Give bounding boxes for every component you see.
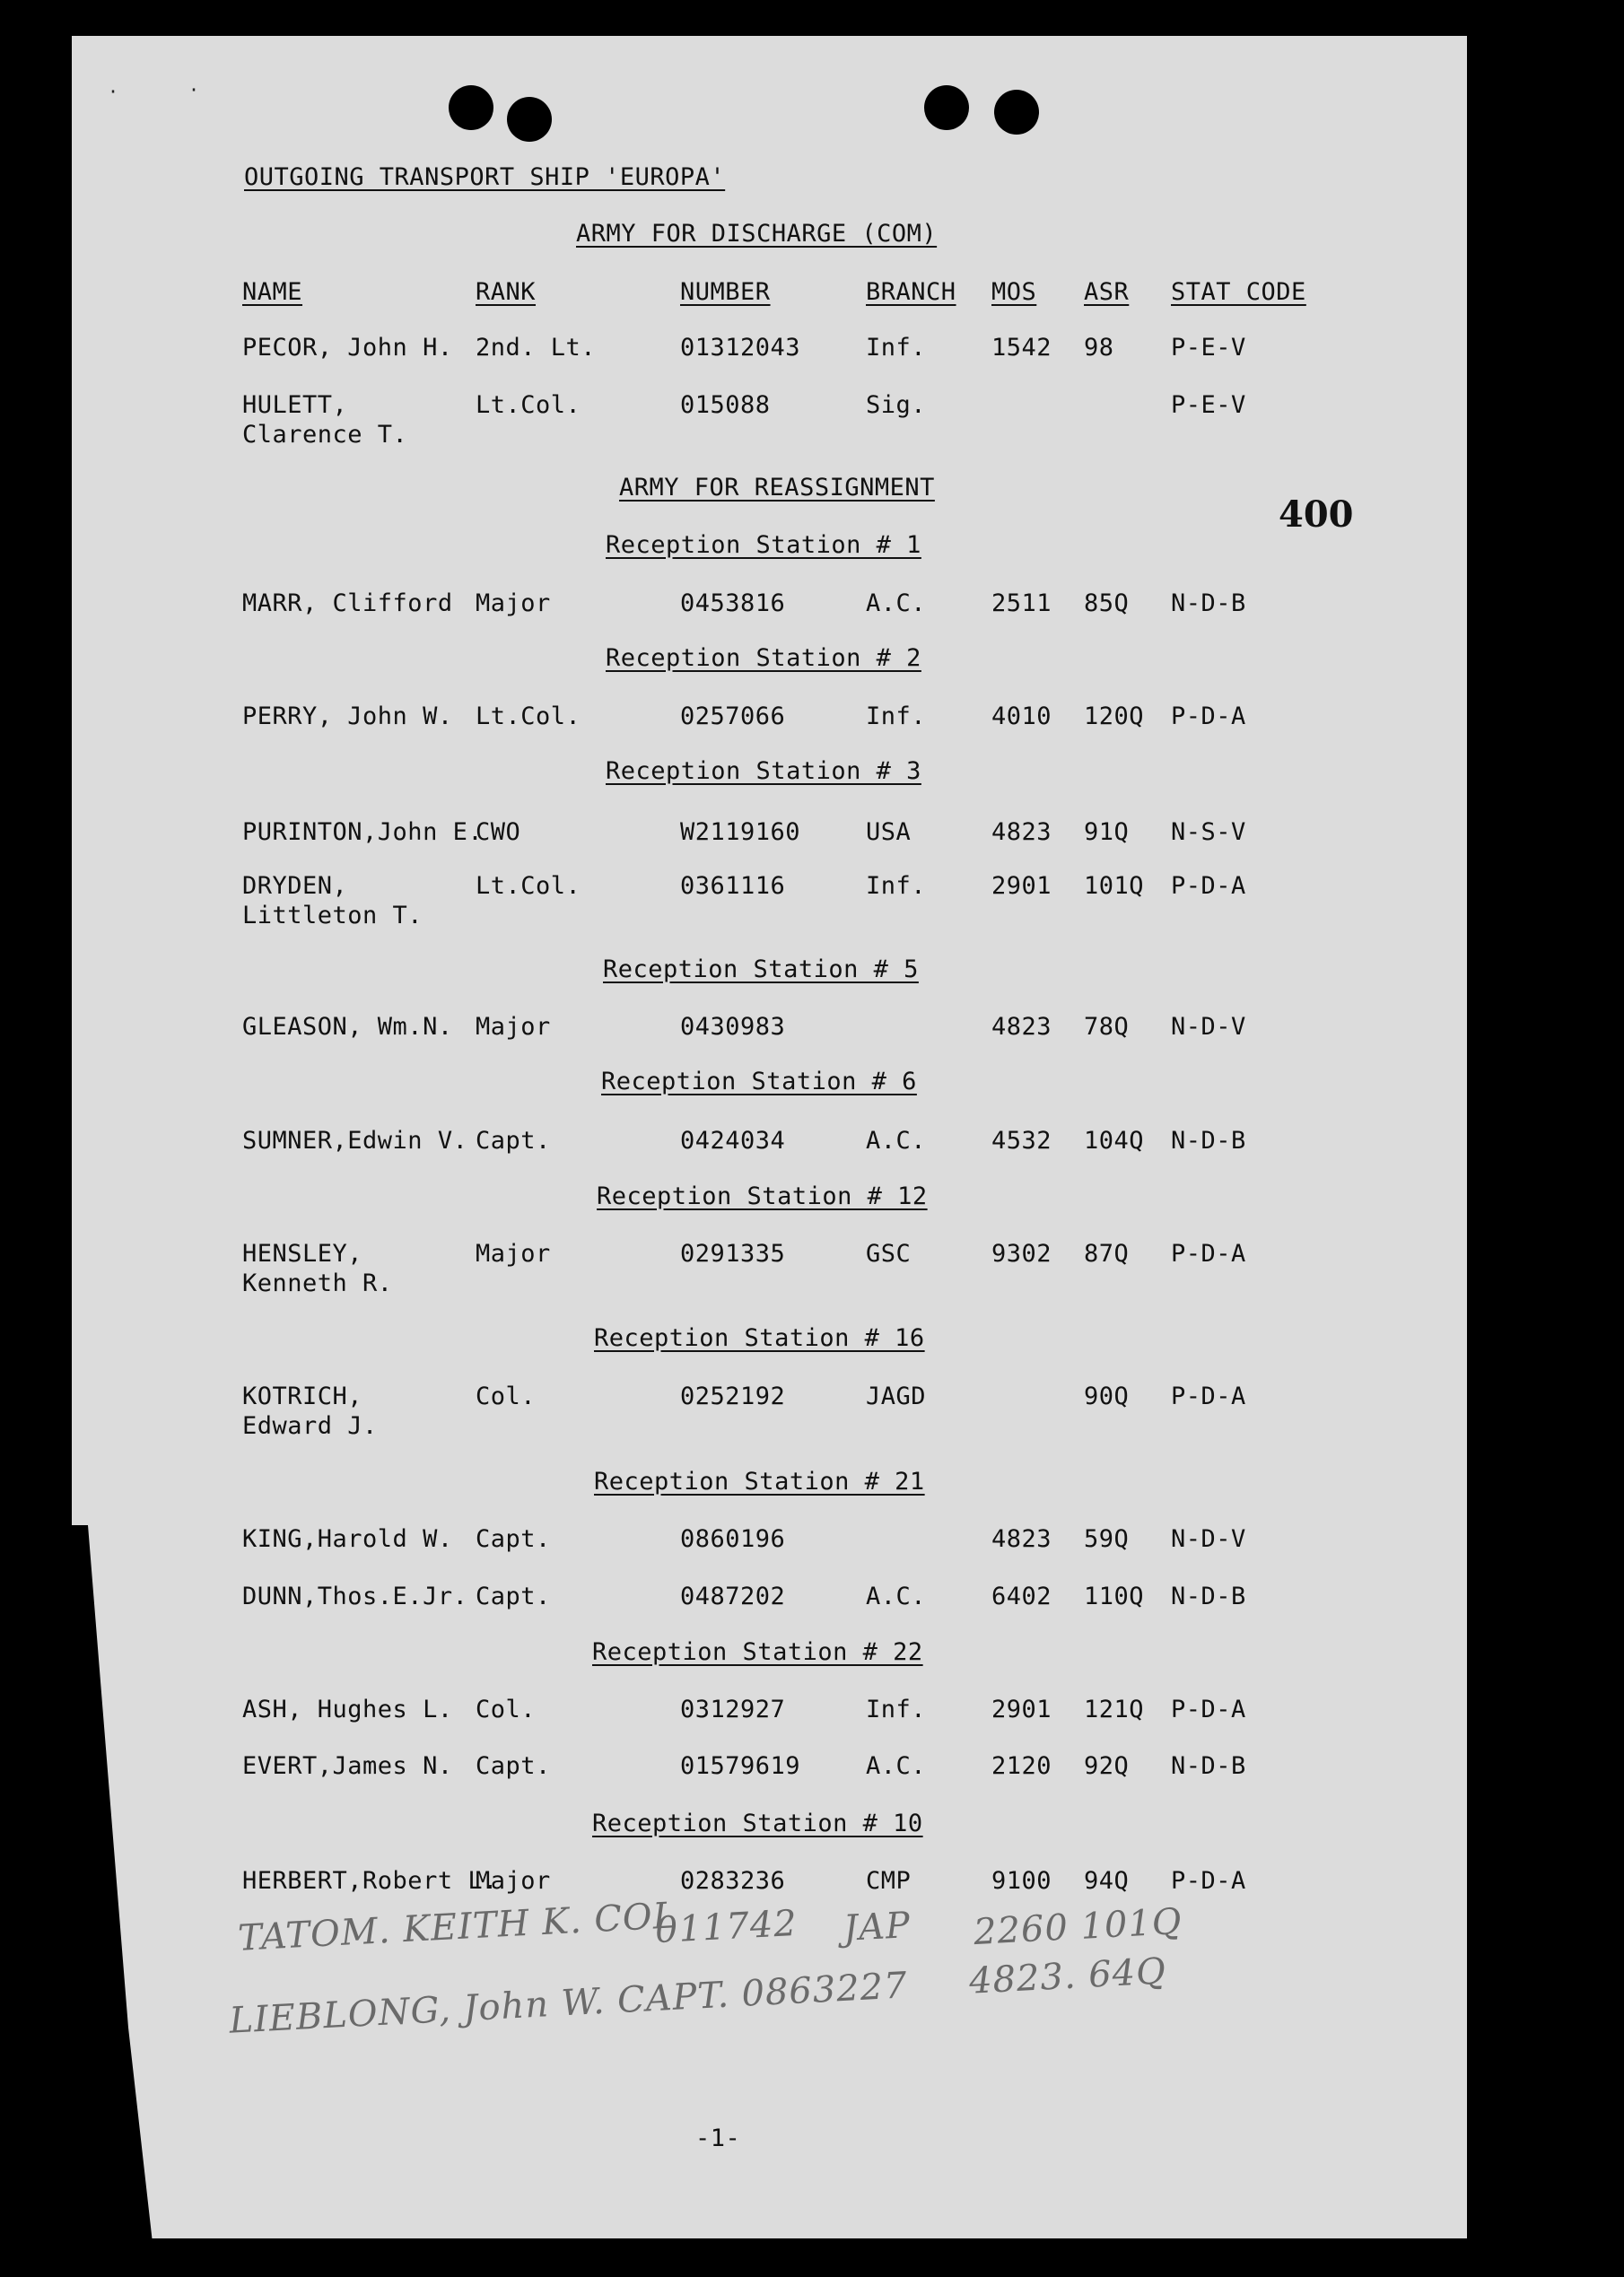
cell-branch: A.C. (866, 1127, 927, 1155)
cell-branch: Inf. (866, 872, 927, 900)
cell-number: 0252192 (680, 1383, 786, 1410)
cell-code: N-S-V (1171, 818, 1246, 846)
header-stat-code: STAT CODE (1171, 278, 1306, 306)
handwritten-number-1: 011742 (653, 1902, 799, 1952)
station-heading: Reception Station # 1 (606, 531, 921, 559)
punch-hole-icon (449, 85, 493, 130)
cell-code: P-D-A (1171, 872, 1246, 900)
header-number: NUMBER (680, 278, 771, 306)
cell-branch: A.C. (866, 589, 927, 617)
cell-mos: 2511 (991, 589, 1052, 617)
speck: · (108, 81, 119, 102)
cell-code: N-D-B (1171, 1752, 1246, 1780)
cell-asr: 59Q (1084, 1525, 1130, 1553)
cell-rank: Capt. (476, 1583, 551, 1610)
cell-code: P-E-V (1171, 334, 1246, 362)
punch-hole-icon (994, 90, 1039, 135)
station-heading: Reception Station # 5 (603, 955, 919, 983)
cell-number: 0312927 (680, 1696, 786, 1723)
station-heading: Reception Station # 10 (592, 1810, 923, 1837)
header-name: NAME (242, 278, 303, 306)
cell-mos: 4010 (991, 702, 1052, 730)
cell-code: P-D-A (1171, 702, 1246, 730)
cell-name: PERRY, John W. (242, 702, 453, 730)
cell-rank: Major (476, 589, 551, 617)
cell-mos: 9302 (991, 1240, 1052, 1268)
station-heading: Reception Station # 21 (594, 1468, 925, 1496)
cell-code: N-D-B (1171, 1583, 1246, 1610)
cell-number: 01579619 (680, 1752, 801, 1780)
station-heading: Reception Station # 2 (606, 644, 921, 672)
cell-branch: Inf. (866, 334, 927, 362)
cell-rank: Col. (476, 1383, 537, 1410)
cell-name: MARR, Clifford (242, 589, 453, 617)
station-heading: Reception Station # 3 (606, 757, 921, 785)
cell-rank: Major (476, 1867, 551, 1895)
punch-hole-icon (924, 85, 969, 130)
cell-asr: 90Q (1084, 1383, 1130, 1410)
page-number: -1- (695, 2124, 741, 2152)
cell-rank: Major (476, 1013, 551, 1041)
page-title: OUTGOING TRANSPORT SHIP 'EUROPA' (244, 163, 726, 191)
cell-mos: 4823 (991, 1013, 1052, 1041)
cell-mos: 4823 (991, 1525, 1052, 1553)
cell-name-cont: Clarence T. (242, 421, 408, 449)
cell-number: W2119160 (680, 818, 801, 846)
cell-rank: Lt.Col. (476, 391, 581, 419)
cell-code: P-D-A (1171, 1240, 1246, 1268)
cell-name-cont: Kenneth R. (242, 1269, 393, 1297)
cell-mos: 2901 (991, 872, 1052, 900)
cell-name: EVERT,James N. (242, 1752, 453, 1780)
cell-code: N-D-V (1171, 1525, 1246, 1553)
cell-branch: Inf. (866, 1696, 927, 1723)
cell-rank: Capt. (476, 1127, 551, 1155)
cell-name: DUNN,Thos.E.Jr. (242, 1583, 468, 1610)
cell-number: 01312043 (680, 334, 801, 362)
cell-branch: USA (866, 818, 912, 846)
cell-name: HULETT, (242, 391, 348, 419)
header-mos: MOS (991, 278, 1037, 306)
cell-asr: 87Q (1084, 1240, 1130, 1268)
cell-asr: 104Q (1084, 1127, 1145, 1155)
cell-code: N-D-B (1171, 1127, 1246, 1155)
station-heading: Reception Station # 6 (601, 1068, 917, 1095)
cell-number: 0453816 (680, 589, 786, 617)
cell-name: PECOR, John H. (242, 334, 453, 362)
handwritten-codes-2: 4823. 64Q (967, 1950, 1167, 2002)
cell-rank: Capt. (476, 1752, 551, 1780)
cell-branch: A.C. (866, 1583, 927, 1610)
cell-branch: Inf. (866, 702, 927, 730)
cell-code: P-D-A (1171, 1867, 1246, 1895)
cell-asr: 121Q (1084, 1696, 1145, 1723)
cell-name-cont: Littleton T. (242, 902, 423, 929)
station-heading: Reception Station # 22 (592, 1638, 923, 1666)
cell-branch: Sig. (866, 391, 927, 419)
punch-hole-icon (507, 97, 552, 142)
cell-code: P-E-V (1171, 391, 1246, 419)
cell-asr: 92Q (1084, 1752, 1130, 1780)
cell-name-cont: Edward J. (242, 1412, 378, 1440)
cell-branch: JAGD (866, 1383, 927, 1410)
section-discharge: ARMY FOR DISCHARGE (COM) (576, 220, 938, 248)
cell-code: P-D-A (1171, 1696, 1246, 1723)
cell-number: 0430983 (680, 1013, 786, 1041)
cell-name: HENSLEY, (242, 1240, 363, 1268)
cell-number: 0361116 (680, 872, 786, 900)
cell-number: 0257066 (680, 702, 786, 730)
station-heading: Reception Station # 16 (594, 1324, 925, 1352)
cell-name: DRYDEN, (242, 872, 348, 900)
cell-mos: 1542 (991, 334, 1052, 362)
cell-number: 0283236 (680, 1867, 786, 1895)
cell-rank: 2nd. Lt. (476, 334, 597, 362)
cell-mos: 9100 (991, 1867, 1052, 1895)
cell-asr: 85Q (1084, 589, 1130, 617)
cell-rank: Lt.Col. (476, 702, 581, 730)
cell-asr: 91Q (1084, 818, 1130, 846)
handwritten-name-1: TATOM. KEITH K. COL (237, 1895, 679, 1959)
cell-rank: Col. (476, 1696, 537, 1723)
cell-asr: 120Q (1084, 702, 1145, 730)
cell-number: 015088 (680, 391, 771, 419)
handwritten-codes-1: 2260 101Q (972, 1900, 1183, 1954)
cell-number: 0291335 (680, 1240, 786, 1268)
cell-name: KOTRICH, (242, 1383, 363, 1410)
cell-name: HERBERT,Robert L. (242, 1867, 498, 1895)
cell-name: KING,Harold W. (242, 1525, 453, 1553)
cell-number: 0860196 (680, 1525, 786, 1553)
cell-asr: 98 (1084, 334, 1114, 362)
cell-rank: Major (476, 1240, 551, 1268)
stamp-number: 400 (1279, 493, 1354, 536)
cell-code: N-D-V (1171, 1013, 1246, 1041)
cell-mos: 2120 (991, 1752, 1052, 1780)
cell-number: 0424034 (680, 1127, 786, 1155)
cell-code: N-D-B (1171, 589, 1246, 617)
cell-rank: CWO (476, 818, 521, 846)
cell-name: SUMNER,Edwin V. (242, 1127, 468, 1155)
cell-number: 0487202 (680, 1583, 786, 1610)
section-reassignment: ARMY FOR REASSIGNMENT (619, 474, 935, 502)
header-rank: RANK (476, 278, 537, 306)
cell-asr: 101Q (1084, 872, 1145, 900)
cell-branch: CMP (866, 1867, 912, 1895)
cell-name: ASH, Hughes L. (242, 1696, 453, 1723)
handwritten-name-2: LIEBLONG, John W. CAPT. 0863227 (228, 1965, 909, 2042)
cell-branch: A.C. (866, 1752, 927, 1780)
cell-name: PURINTON,John E. (242, 818, 484, 846)
cell-asr: 110Q (1084, 1583, 1145, 1610)
cell-asr: 94Q (1084, 1867, 1130, 1895)
header-branch: BRANCH (866, 278, 956, 306)
station-heading: Reception Station # 12 (597, 1182, 928, 1210)
cell-code: P-D-A (1171, 1383, 1246, 1410)
cell-mos: 4823 (991, 818, 1052, 846)
cell-mos: 6402 (991, 1583, 1052, 1610)
cell-asr: 78Q (1084, 1013, 1130, 1041)
cell-rank: Lt.Col. (476, 872, 581, 900)
header-asr: ASR (1084, 278, 1130, 306)
cell-mos: 2901 (991, 1696, 1052, 1723)
speck: · (188, 79, 200, 100)
cell-branch: GSC (866, 1240, 912, 1268)
cell-rank: Capt. (476, 1525, 551, 1553)
handwritten-branch-1: JAP (842, 1905, 912, 1950)
cell-mos: 4532 (991, 1127, 1052, 1155)
cell-name: GLEASON, Wm.N. (242, 1013, 453, 1041)
